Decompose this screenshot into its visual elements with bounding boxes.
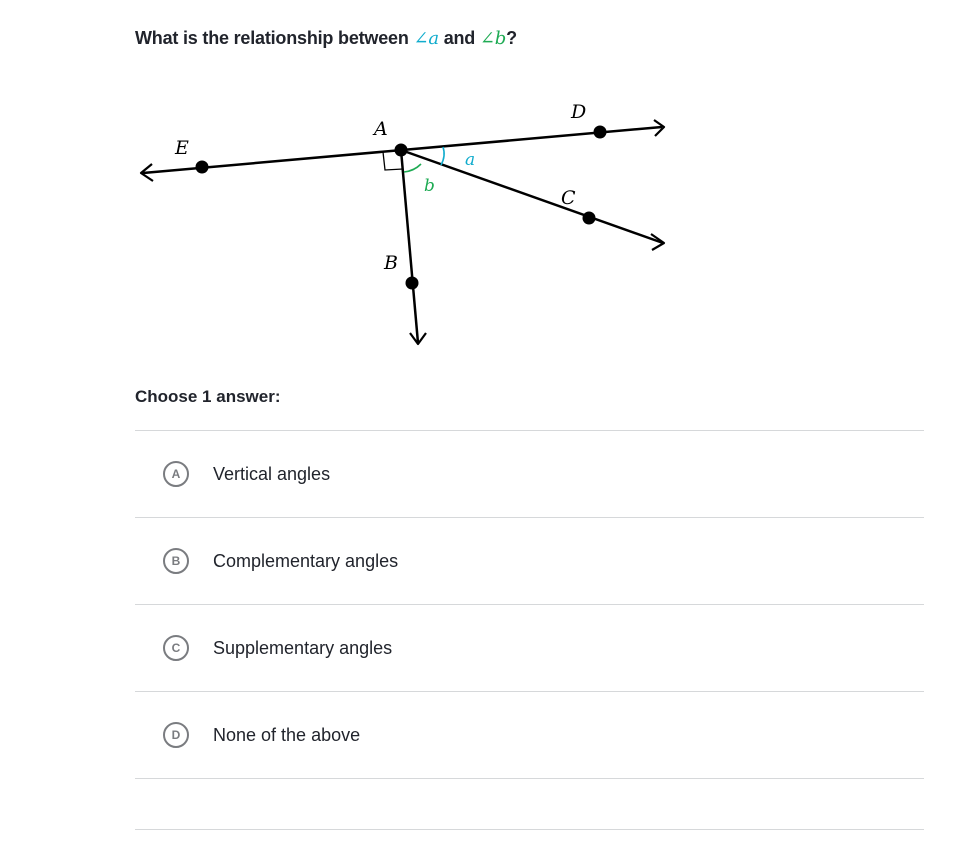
geometry-figure (0, 0, 969, 380)
choice-a[interactable] (135, 431, 924, 518)
footer-divider (135, 829, 924, 830)
point-a (395, 144, 408, 157)
label-c: C (561, 187, 576, 209)
question-suffix: ? (506, 28, 517, 48)
choice-b-text: Complementary angles (213, 550, 399, 571)
angle-symbol: ∠ (479, 28, 495, 49)
angle-a-letter: a (428, 28, 439, 49)
label-angle-b: b (424, 176, 435, 196)
choice-b-letter-badge: B (163, 548, 189, 574)
choice-c[interactable] (135, 605, 924, 692)
angle-b-arc (404, 164, 421, 172)
point-c (583, 212, 596, 225)
choose-prompt: Choose 1 answer: (135, 387, 281, 406)
choice-b[interactable] (135, 518, 924, 605)
ray-ac (401, 150, 663, 243)
question-prefix: What is the relationship between (135, 28, 414, 48)
choice-a-text: Vertical angles (213, 463, 331, 484)
label-angle-a: a (465, 150, 476, 170)
choice-a-letter-badge: A (163, 461, 189, 487)
question-connector: and (438, 28, 480, 48)
angle-a-arc (441, 147, 444, 165)
ray-ab (401, 150, 418, 343)
point-b (406, 277, 419, 290)
angle-symbol: ∠ (413, 28, 429, 49)
label-a: A (374, 118, 388, 140)
choice-c-letter-badge: C (163, 635, 189, 661)
choice-c-text: Supplementary angles (213, 637, 393, 658)
point-e (196, 161, 209, 174)
label-e: E (175, 137, 189, 159)
answer-choices (135, 430, 924, 779)
label-b: B (384, 252, 398, 274)
choice-d[interactable] (135, 692, 924, 779)
choice-d-letter-badge: D (163, 722, 189, 748)
choice-d-text: None of the above (213, 724, 361, 745)
point-d (594, 126, 607, 139)
angle-b-letter: b (494, 28, 507, 49)
label-d: D (571, 101, 587, 123)
